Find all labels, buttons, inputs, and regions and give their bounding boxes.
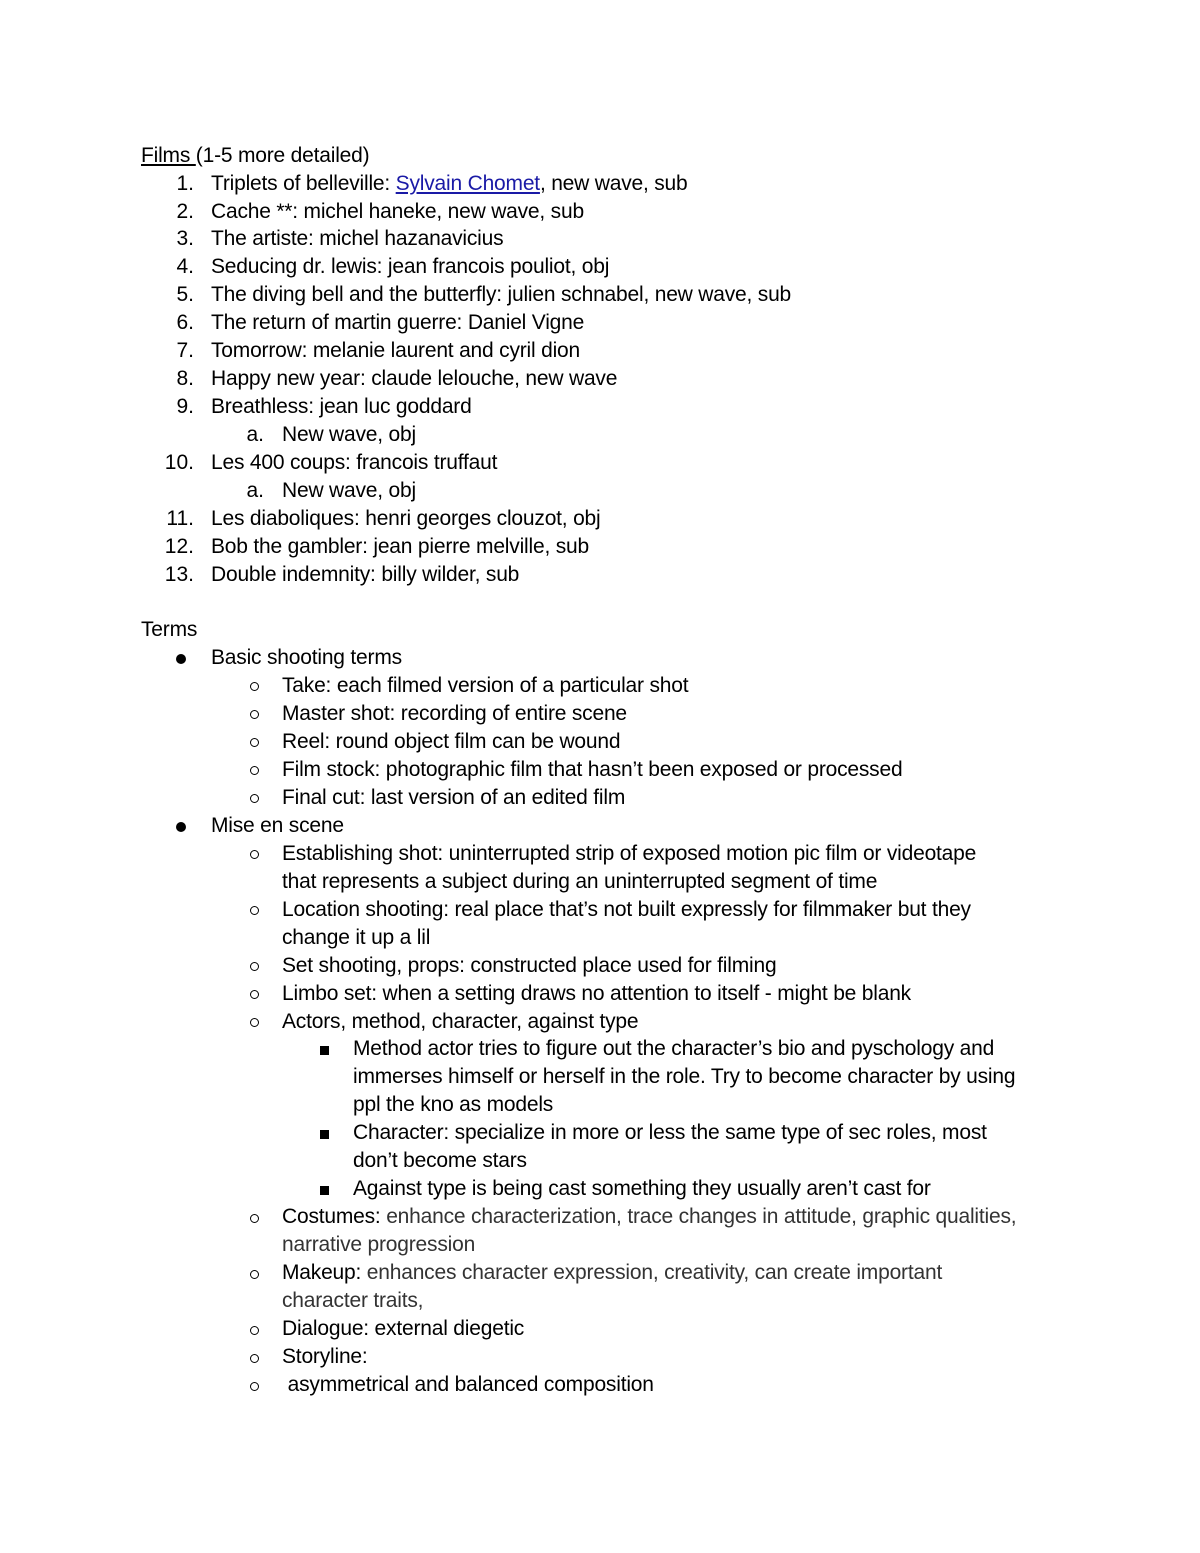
- list-number: 11.: [166, 507, 194, 530]
- list-item: Set shooting, props: constructed place used for filming: [282, 954, 777, 977]
- list-number: 10.: [164, 451, 194, 474]
- list-item: Against type is being cast something they usually aren’t cast for: [353, 1177, 931, 1200]
- list-item: Actors, method, character, against type: [282, 1010, 639, 1033]
- list-item-continuation: don’t become stars: [353, 1149, 527, 1172]
- bullet-circle-icon: [250, 682, 259, 691]
- list-item: Take: each filmed version of a particular shot: [282, 674, 689, 697]
- bullet-circle-icon: [250, 766, 259, 775]
- list-item: Bob the gambler: jean pierre melville, sub: [211, 535, 589, 558]
- list-item-continuation: ppl the kno as models: [353, 1093, 554, 1116]
- list-number: 9.: [176, 395, 194, 418]
- list-item: Dialogue: external diegetic: [282, 1317, 525, 1340]
- director-link[interactable]: Sylvain Chomet: [395, 172, 540, 195]
- list-item: Establishing shot: uninterrupted strip of exposed motion pic film or videotape: [282, 842, 977, 865]
- list-number: a.: [246, 423, 264, 446]
- list-item: Master shot: recording of entire scene: [282, 702, 627, 725]
- list-number: 1.: [176, 172, 194, 195]
- films-heading-note: (1-5 more detailed): [195, 144, 370, 167]
- list-item-continuation: immerses himself or herself in the role. Try to become character by using: [353, 1065, 1016, 1088]
- list-number: 3.: [176, 227, 194, 250]
- list-number: 6.: [176, 311, 194, 334]
- bullet-circle-icon: [250, 1354, 259, 1363]
- list-item: Seducing dr. lewis: jean francois pouliot, obj: [211, 255, 610, 278]
- list-item: [211, 170, 688, 198]
- list-number: a.: [246, 479, 264, 502]
- list-item: Storyline:: [282, 1345, 368, 1368]
- list-item: [282, 1259, 942, 1287]
- list-item-text: Triplets of belleville:: [211, 172, 396, 195]
- costumes-text: enhance characterization, trace changes in attitude, graphic qualities,: [386, 1205, 1017, 1228]
- list-item: Happy new year: claude lelouche, new wave: [211, 367, 618, 390]
- list-item: The return of martin guerre: Daniel Vigne: [211, 311, 585, 334]
- list-item-continuation: narrative progression: [282, 1233, 476, 1256]
- list-number: 8.: [176, 367, 194, 390]
- bullet-square-icon: [320, 1186, 329, 1195]
- list-number: 4.: [176, 255, 194, 278]
- terms-heading: Terms: [141, 618, 198, 641]
- section-basic-title: Basic shooting terms: [211, 646, 402, 669]
- list-item: New wave, obj: [282, 479, 416, 502]
- list-item: Limbo set: when a setting draws no attention to itself - might be blank: [282, 982, 911, 1005]
- list-item: Breathless: jean luc goddard: [211, 395, 472, 418]
- costumes-label: Costumes:: [282, 1205, 387, 1228]
- list-item-continuation: change it up a lil: [282, 926, 431, 949]
- list-item: Les 400 coups: francois truffaut: [211, 451, 498, 474]
- list-item: Reel: round object film can be wound: [282, 730, 621, 753]
- bullet-dot-icon: [176, 822, 186, 832]
- makeup-label: Makeup:: [282, 1261, 367, 1284]
- bullet-circle-icon: [250, 1214, 259, 1223]
- list-item: Les diaboliques: henri georges clouzot, obj: [211, 507, 601, 530]
- list-item: The artiste: michel hazanavicius: [211, 227, 504, 250]
- bullet-circle-icon: [250, 1326, 259, 1335]
- list-item: Double indemnity: billy wilder, sub: [211, 563, 520, 586]
- list-number: 7.: [176, 339, 194, 362]
- films-heading-title: Films: [141, 144, 196, 167]
- list-item: Character: specialize in more or less the same type of sec roles, most: [353, 1121, 987, 1144]
- list-item: Film stock: photographic film that hasn’t been exposed or processed: [282, 758, 903, 781]
- bullet-circle-icon: [250, 738, 259, 747]
- list-item: Cache **: michel haneke, new wave, sub: [211, 200, 584, 223]
- bullet-square-icon: [320, 1130, 329, 1139]
- bullet-circle-icon: [250, 1018, 259, 1027]
- list-number: 13.: [164, 563, 194, 586]
- section-mise-title: Mise en scene: [211, 814, 344, 837]
- list-item: Final cut: last version of an edited film: [282, 786, 626, 809]
- list-item-text: , new wave, sub: [539, 172, 688, 195]
- list-item: Tomorrow: melanie laurent and cyril dion: [211, 339, 581, 362]
- list-item: [282, 1203, 1016, 1231]
- films-heading: [141, 142, 369, 170]
- list-item-continuation: character traits,: [282, 1289, 424, 1312]
- list-item: asymmetrical and balanced composition: [282, 1373, 654, 1396]
- bullet-circle-icon: [250, 1382, 259, 1391]
- list-number: 5.: [176, 283, 194, 306]
- bullet-circle-icon: [250, 990, 259, 999]
- list-item: The diving bell and the butterfly: julien schnabel, new wave, sub: [211, 283, 792, 306]
- makeup-text: enhances character expression, creativity, can create important: [366, 1261, 943, 1284]
- bullet-circle-icon: [250, 1270, 259, 1279]
- bullet-dot-icon: [176, 654, 186, 664]
- bullet-circle-icon: [250, 906, 259, 915]
- bullet-circle-icon: [250, 962, 259, 971]
- list-number: 2.: [176, 200, 194, 223]
- bullet-circle-icon: [250, 794, 259, 803]
- list-number: 12.: [164, 535, 194, 558]
- list-item: New wave, obj: [282, 423, 416, 446]
- list-item: Location shooting: real place that’s not built expressly for filmmaker but they: [282, 898, 971, 921]
- list-item-continuation: that represents a subject during an uninterrupted segment of time: [282, 870, 878, 893]
- bullet-circle-icon: [250, 850, 259, 859]
- list-item: Method actor tries to figure out the character’s bio and pyschology and: [353, 1037, 995, 1060]
- bullet-circle-icon: [250, 710, 259, 719]
- bullet-square-icon: [320, 1046, 329, 1055]
